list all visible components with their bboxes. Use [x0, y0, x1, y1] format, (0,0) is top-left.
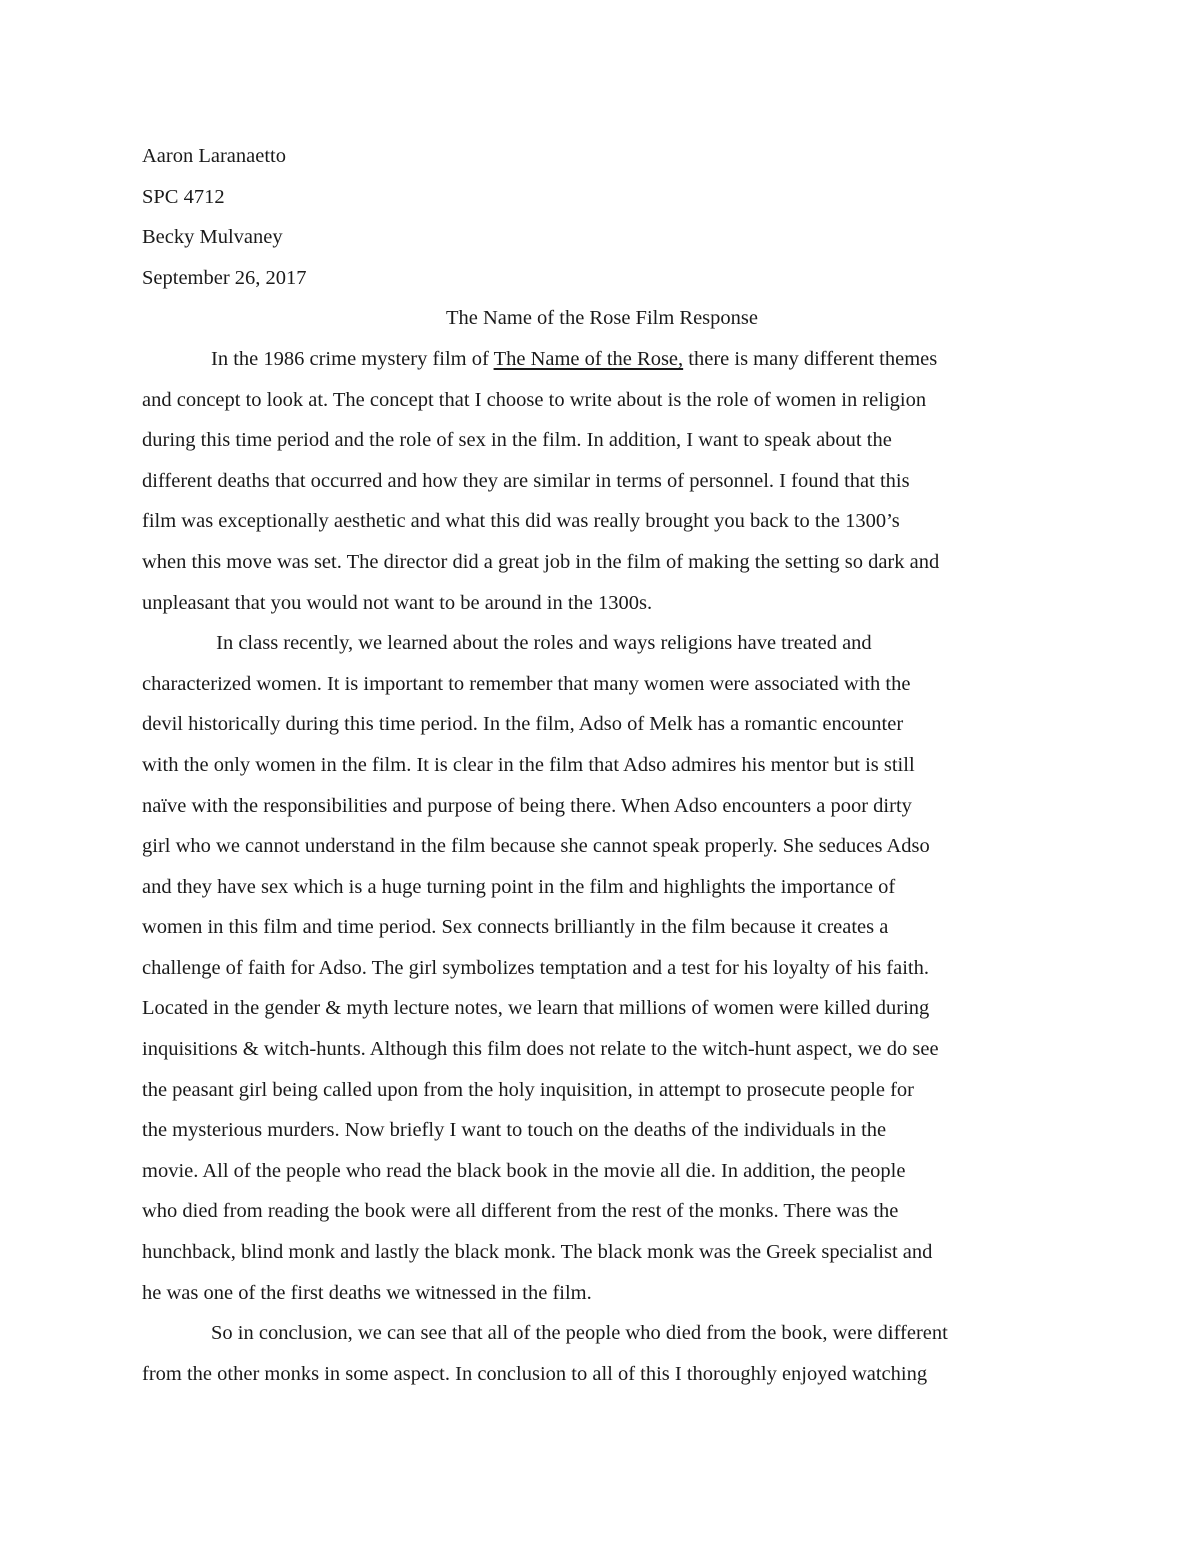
paragraph-1-intro-pre: In the 1986 crime mystery film of — [211, 347, 494, 370]
paragraph-1-line: different deaths that occurred and how they are similar in terms of personnel. I found that this — [142, 469, 910, 492]
document-body — [142, 136, 1062, 1394]
paragraph-1-line: film was exceptionally aesthetic and what this did was really brought you back to the 1300’s — [142, 510, 900, 533]
submission-date: September 26, 2017 — [142, 266, 307, 289]
paragraph-3-line: from the other monks in some aspect. In conclusion to all of this I thoroughly enjoyed watching — [142, 1362, 928, 1385]
paragraph-2-line: the peasant girl being called upon from the holy inquisition, in attempt to prosecute people for — [142, 1078, 914, 1101]
paragraph-2-line: hunchback, blind monk and lastly the black monk. The black monk was the Greek specialist and — [142, 1241, 933, 1264]
paragraph-2-line: with the only women in the film. It is clear in the film that Adso admires his mentor but is still — [142, 753, 915, 776]
paragraph-1-line: and concept to look at. The concept that I choose to write about is the role of women in religion — [142, 388, 927, 411]
paragraph-3-first-line: So in conclusion, we can see that all of the people who died from the book, were different — [211, 1322, 948, 1345]
course-code: SPC 4712 — [142, 185, 225, 208]
author-name: Aaron Laranaetto — [142, 145, 286, 167]
paragraph-2-line: characterized women. It is important to remember that many women were associated with the — [142, 672, 911, 695]
paragraph-2-line: inquisitions & witch-hunts. Although this film does not relate to the witch-hunt aspect, we do see — [142, 1038, 939, 1061]
instructor-name: Becky Mulvaney — [142, 226, 283, 249]
paragraph-2-line: devil historically during this time period. In the film, Adso of Melk has a romantic encounter — [142, 713, 904, 736]
paragraph-1-line: unpleasant that you would not want to be around in the 1300s. — [142, 591, 653, 614]
paragraph-2-line: movie. All of the people who read the black book in the movie all die. In addition, the people — [142, 1159, 906, 1182]
paragraph-1-line: when this move was set. The director did a great job in the film of making the setting so dark and — [142, 550, 940, 573]
paragraph-2-line: girl who we cannot understand in the film because she cannot speak properly. She seduces Adso — [142, 835, 930, 858]
paragraph-2-line: who died from reading the book were all different from the rest of the monks. There was the — [142, 1200, 899, 1223]
paragraph-3 — [142, 1313, 1062, 1394]
paragraph-2-line: he was one of the first deaths we witnessed in the film. — [142, 1281, 592, 1304]
paragraph-2-line: challenge of faith for Adso. The girl symbolizes temptation and a test for his loyalty of his faith. — [142, 956, 929, 979]
paragraph-2-line: and they have sex which is a huge turning point in the film and highlights the importance of — [142, 875, 896, 898]
paragraph-2 — [142, 623, 1062, 1313]
film-title-underlined: The Name of the Rose, — [493, 347, 684, 370]
paragraph-2-first-line: In class recently, we learned about the roles and ways religions have treated and — [211, 632, 872, 655]
paragraph-2-line: women in this film and time period. Sex connects brilliantly in the film because it creates a — [142, 916, 889, 939]
paragraph-1-line: during this time period and the role of sex in the film. In addition, I want to speak about the — [142, 429, 892, 452]
paragraph-1-intro-post: there is many different themes — [683, 347, 938, 370]
paragraph-2-line: the mysterious murders. Now briefly I want to touch on the deaths of the individuals in the — [142, 1119, 887, 1142]
paragraph-2-line: naïve with the responsibilities and purpose of being there. When Adso encounters a poor dirty — [142, 794, 912, 817]
paragraph-1-first-line — [142, 339, 1062, 380]
paragraph-1 — [142, 339, 1062, 623]
essay-title: The Name of the Rose Film Response — [445, 307, 758, 330]
paragraph-2-line: Located in the gender & myth lecture notes, we learn that millions of women were killed during — [142, 997, 930, 1020]
